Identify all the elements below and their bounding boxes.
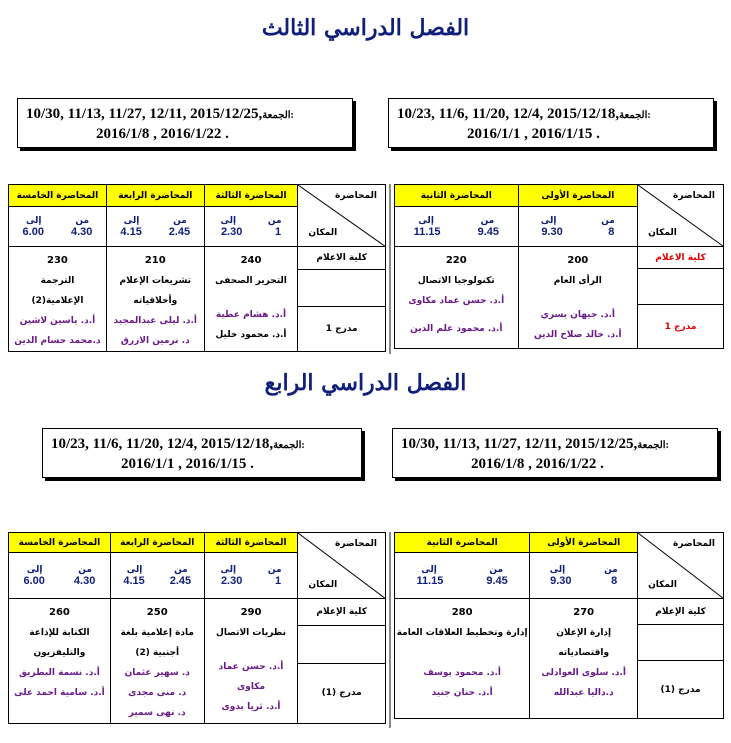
lecture5-header: المحاضرة الخامسة	[9, 533, 111, 553]
course-200	[518, 247, 638, 349]
to-label: إلى	[220, 564, 237, 575]
lecture-header: المحاضرة	[673, 191, 715, 201]
course-220	[395, 247, 519, 349]
from-label: من	[489, 564, 504, 575]
course-210	[106, 247, 204, 352]
course-title: أجنبية (2)	[135, 648, 180, 658]
course-280	[395, 599, 530, 719]
faculty-cell: كلية الاعلام	[298, 247, 386, 270]
lecture1-header: المحاضرة الأولى	[530, 533, 638, 553]
lecture1-header: المحاضرة الأولى	[518, 185, 638, 207]
lecture1-times	[530, 553, 638, 599]
course-270	[530, 599, 638, 719]
from-time: 2.45	[168, 225, 191, 238]
course-code: 280	[451, 607, 473, 618]
professor: د. منى مجدى	[128, 688, 187, 698]
lecture-place-header	[638, 185, 724, 247]
to-time: 2.30	[220, 225, 243, 238]
course-title: الترجمة	[40, 276, 75, 286]
empty-cell	[298, 626, 386, 664]
from-label: من	[480, 215, 495, 226]
professor: أ.د. خالد صلاح الدين	[534, 330, 622, 340]
empty-cell	[298, 269, 386, 306]
course-290	[204, 599, 298, 724]
friday-label: الجمعة:	[273, 440, 305, 451]
sem3-schedule-left	[8, 184, 386, 352]
to-time: 9.30	[541, 225, 563, 238]
friday-label: الجمعة:	[619, 110, 651, 121]
course-title: واقتصادياته	[558, 648, 610, 658]
course-title: نظريات الاتصال	[216, 628, 286, 638]
dates-line1: 10/23, 11/6, 11/20, 12/4, 2015/12/18,	[51, 436, 274, 452]
professor: د. سهير عثمان	[124, 668, 190, 678]
lecture5-times	[9, 553, 111, 599]
dates-line1: 10/30, 11/13, 11/27, 12/11, 2015/12/25,	[26, 106, 263, 122]
lecture-header: المحاضرة	[335, 191, 377, 201]
friday-label: الجمعة:	[262, 110, 294, 121]
semester4-title: الفصل الدراسي الرابع	[264, 370, 467, 396]
lecture4-header: المحاضرة الرابعة	[110, 533, 204, 553]
professor: أ.د. ليلى عبدالمجيد	[113, 316, 198, 326]
hall-cell: مدرج 1	[298, 306, 386, 351]
place-header: المكان	[308, 228, 338, 238]
lecture-place-header	[298, 185, 386, 247]
course-title: تكنولوجيا الاتصال	[417, 276, 495, 286]
to-label: إلى	[220, 215, 237, 226]
lecture3-times	[204, 207, 298, 247]
lecture2-header: المحاضرة الثانية	[395, 533, 530, 553]
lecture-header: المحاضرة	[673, 539, 715, 549]
place-header: المكان	[308, 580, 338, 590]
course-code: 200	[567, 255, 589, 266]
lecture4-header: المحاضرة الرابعة	[106, 185, 204, 207]
to-time: 2.30	[220, 574, 243, 587]
to-label: إلى	[126, 564, 143, 575]
from-time: 1	[274, 225, 282, 238]
professor: أ.د. حسن عماد	[218, 662, 284, 672]
course-230	[9, 247, 107, 352]
professor: أ.د. محمود علم الدين	[410, 324, 503, 334]
course-240	[204, 247, 298, 352]
course-code: 270	[573, 607, 595, 618]
sem4-dates-left	[42, 428, 362, 478]
sem3-dates-left	[17, 98, 353, 148]
course-code: 230	[47, 255, 68, 266]
course-title: الإعلامية(2)	[31, 296, 84, 306]
course-title: التحرير الصحفى	[215, 276, 287, 286]
course-250	[110, 599, 204, 724]
from-label: من	[601, 215, 615, 226]
from-time: 2.45	[169, 574, 192, 587]
faculty-cell: كلية الإعلام	[638, 599, 724, 625]
course-260	[9, 599, 111, 724]
from-time: 4.30	[73, 574, 96, 587]
course-code: 220	[445, 255, 467, 266]
to-label: إلى	[418, 215, 434, 226]
from-time: 1	[274, 574, 282, 587]
empty-cell	[638, 269, 724, 305]
professor: أ.د. محمود يوسف	[423, 668, 502, 678]
dates-line1: 10/23, 11/6, 11/20, 12/4, 2015/12/18,	[397, 106, 620, 122]
from-label: من	[75, 215, 90, 226]
dates-line2: 2016/1/1 , 2016/1/15 .	[467, 126, 600, 142]
lecture-place-header	[298, 533, 386, 599]
sem3-schedule-right	[394, 184, 724, 349]
professor: أ.د. جيهان يسري	[540, 310, 615, 320]
from-label: من	[267, 564, 282, 575]
to-label: إلى	[549, 564, 566, 575]
lecture1-times	[518, 207, 638, 247]
from-time: 9.45	[486, 574, 508, 587]
to-label: إلى	[123, 215, 140, 226]
professor: أ.د. سلوى العوادلى	[541, 668, 626, 678]
course-title: تشريعات الإعلام	[119, 276, 192, 286]
lecture5-times	[9, 207, 107, 247]
dates-line1: 10/30, 11/13, 11/27, 12/11, 2015/12/25,	[401, 436, 638, 452]
professor: أ.د. سامية احمد على	[14, 688, 105, 698]
to-label: إلى	[26, 564, 43, 575]
friday-label: الجمعة:	[637, 440, 669, 451]
lecture2-header: المحاضرة الثانية	[395, 185, 519, 207]
course-code: 240	[240, 255, 262, 266]
course-title: مادة إعلامية بلغة	[120, 628, 194, 638]
lecture5-header: المحاضرة الخامسة	[9, 185, 107, 207]
professor: أ.د. هشام عطية	[215, 310, 287, 320]
course-title: إدارة الإعلان	[556, 628, 612, 638]
course-title: وأخلاقياته	[133, 296, 178, 306]
to-label: إلى	[421, 564, 437, 575]
lecture3-header: المحاضرة الثالثة	[204, 185, 298, 207]
lecture3-times	[204, 553, 298, 599]
hall-cell: مدرج 1	[638, 305, 724, 349]
to-time: 9.30	[550, 574, 572, 587]
hall-cell: مدرج (1)	[638, 661, 724, 719]
hall-cell: مدرج (1)	[298, 663, 386, 723]
to-time: 4.15	[123, 574, 145, 587]
to-time: 4.15	[120, 225, 142, 238]
lecture2-times	[395, 553, 530, 599]
to-time: 6.00	[22, 225, 44, 238]
lecture2-times	[395, 207, 519, 247]
course-title: والتليفزيون	[33, 648, 86, 658]
professor: مكاوى	[236, 682, 266, 692]
course-code: 260	[48, 607, 70, 618]
dates-line2: 2016/1/8 , 2016/1/22 .	[96, 126, 229, 142]
professor: أ.د. حنان جنيد	[431, 688, 493, 698]
course-title: إدارة وتخطيط العلاقات العامة	[396, 628, 528, 638]
from-label: من	[174, 564, 188, 575]
to-label: إلى	[25, 215, 42, 226]
from-time: 8	[611, 574, 618, 587]
course-code: 210	[144, 255, 166, 266]
place-header: المكان	[648, 228, 677, 238]
column-divider	[389, 532, 391, 728]
professor: أ.د. ياسين لاشين	[19, 316, 96, 326]
course-title: الكتابة للإذاعة	[29, 628, 90, 638]
lecture4-times	[110, 553, 204, 599]
from-time: 8	[608, 225, 615, 238]
from-label: من	[78, 564, 92, 575]
sem4-schedule-left	[8, 532, 386, 724]
to-time: 11.15	[413, 225, 441, 238]
lecture3-header: المحاضرة الثالثة	[204, 533, 298, 553]
column-divider	[389, 184, 391, 354]
sem4-dates-right	[392, 428, 718, 478]
faculty-cell: كلية الاعلام	[638, 247, 724, 269]
dates-line2: 2016/1/1 , 2016/1/15 .	[121, 456, 254, 472]
course-code: 290	[240, 607, 262, 618]
professor: د.داليا عبدالله	[553, 688, 614, 698]
place-header: المكان	[648, 580, 677, 590]
semester3-title: الفصل الدراسي الثالث	[261, 15, 470, 41]
professor: د.محمد حسام الدين	[14, 336, 101, 346]
from-time: 4.30	[70, 225, 93, 238]
from-label: من	[604, 564, 618, 575]
professor: أ.د. حسن عماد مكاوى	[408, 296, 505, 306]
course-title: الرأى العام	[553, 276, 602, 286]
course-code: 250	[146, 607, 168, 618]
empty-cell	[638, 625, 724, 661]
professor: د. نرمين الازرق	[120, 336, 190, 346]
sem3-dates-right	[388, 98, 714, 148]
to-time: 6.00	[23, 574, 45, 587]
lecture-header: المحاضرة	[335, 539, 377, 549]
from-label: من	[173, 215, 187, 226]
lecture-place-header	[638, 533, 724, 599]
professor: د. نهى سمير	[128, 708, 186, 718]
professor: أ.د. نسمة البطريق	[19, 668, 100, 678]
professor: أ.د. ثريا بدوى	[221, 702, 281, 712]
to-time: 11.15	[416, 574, 444, 587]
faculty-cell: كلية الإعلام	[298, 599, 386, 626]
from-label: من	[267, 215, 282, 226]
dates-line2: 2016/1/8 , 2016/1/22 .	[471, 456, 604, 472]
professor: أ.د. محمود خليل	[215, 330, 287, 340]
lecture4-times	[106, 207, 204, 247]
from-time: 9.45	[477, 225, 500, 238]
to-label: إلى	[540, 215, 557, 226]
sem4-schedule-right	[394, 532, 724, 719]
